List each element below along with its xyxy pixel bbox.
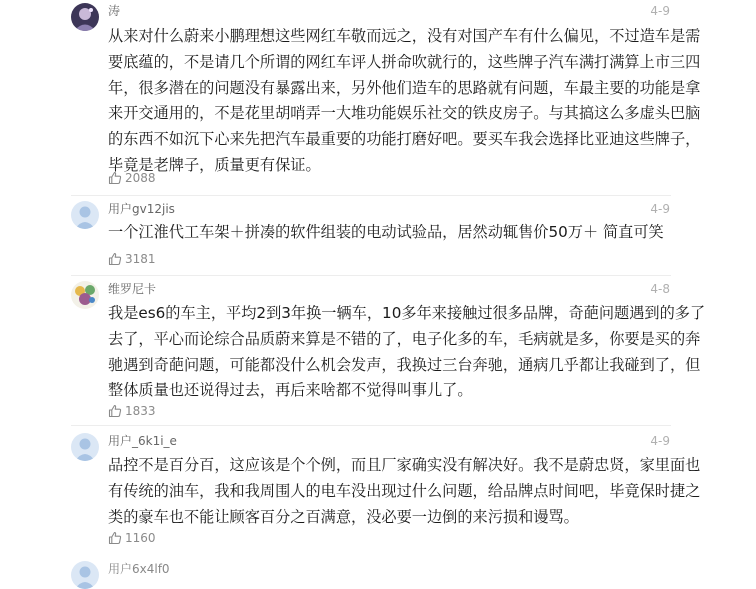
default-user-avatar-icon <box>71 561 99 589</box>
default-user-avatar-icon <box>71 201 99 229</box>
comment-line: 的东西不如沉下心来先把汽车最重要的功能打磨好吧。要买车我会选择比亚迪这些牌子， <box>108 130 701 149</box>
comment-line: 去了，平心而论综合品质蔚来算是不错的了，电子化多的车，毛病就是多，你要是买的奔 <box>108 329 701 348</box>
comment-line: 年，很多潜在的问题没有暴露出来，另外他们造车的思路就有问题，车最主要的功能是拿 <box>108 78 701 97</box>
username[interactable]: 用户gv12jis <box>108 202 175 216</box>
comment-line: 类的豪车也不能让顾客百分之百满意，没必要一边倒的来污损和谩骂。 <box>108 507 579 526</box>
user-avatar-image <box>71 281 99 309</box>
comment-line: 要底蕴的，不是请几个所谓的网红车评人拼命吹就行的，这些牌子汽车满打满算上市三四 <box>108 52 701 71</box>
comment-line: 有传统的油车，我和我周围人的电车没出现过什么问题，给品牌点时间吧，毕竟保时捷之 <box>108 481 701 500</box>
comment-text <box>108 453 701 530</box>
comment-line: 从来对什么蔚来小鹏理想这些网红车敬而远之，没有对国产车有什么偏见，不过造车是需 <box>108 27 701 45</box>
comment-line: 一个江淮代工车架＋拼凑的软件组装的电动试验品，居然动辄售价50万＋ 简直可笑 <box>108 223 664 241</box>
like-button[interactable] <box>108 403 156 419</box>
like-count: 2088 <box>125 171 156 185</box>
username[interactable]: 用户6x4lf0 <box>108 562 170 576</box>
thumbs-up-icon <box>108 252 122 266</box>
divider <box>71 275 671 276</box>
avatar[interactable] <box>71 201 99 229</box>
comment-date: 4-9 <box>650 4 670 18</box>
avatar[interactable] <box>71 281 99 309</box>
comment-line: 品控不是百分百，这应该是个个例，而且厂家确实没有解决好。我不是蔚忠贤，家里面也 <box>108 456 701 474</box>
username[interactable]: 维罗尼卡 <box>108 282 157 296</box>
comment-text <box>108 220 668 246</box>
like-button[interactable] <box>108 251 156 267</box>
comment-line: 我是es6的车主，平均2到3年换一辆车，10多年来接触过很多品牌，奇葩问题遇到的多了 <box>108 304 706 322</box>
like-button[interactable] <box>108 530 156 546</box>
default-user-avatar-icon <box>71 433 99 461</box>
avatar[interactable] <box>71 433 99 461</box>
like-button[interactable] <box>108 170 156 186</box>
comment-text <box>108 301 706 404</box>
like-count: 3181 <box>125 252 156 266</box>
username[interactable]: 涛 <box>108 4 121 18</box>
comment-line: 毕竟是老牌子，质量更有保证。 <box>108 155 321 174</box>
thumbs-up-icon <box>108 531 122 545</box>
like-count: 1160 <box>125 531 156 545</box>
user-avatar-image <box>71 3 99 31</box>
comment-line: 驰遇到奇葩问题，可能都没什么机会发声，我换过三台奔驰，通病几乎都让我碰到了，但 <box>108 355 701 374</box>
comment-line: 来开交通用的，不是花里胡哨弄一大堆功能娱乐社交的铁皮房子。与其搞这么多虚头巴脑 <box>108 104 701 123</box>
divider <box>71 195 671 196</box>
thumbs-up-icon <box>108 171 122 185</box>
thumbs-up-icon <box>108 404 122 418</box>
comment-line: 整体质量也还说得过去，再后来啥都不觉得叫事儿了。 <box>108 381 473 400</box>
divider <box>71 425 671 426</box>
like-count: 1833 <box>125 404 156 418</box>
avatar[interactable] <box>71 561 99 589</box>
comment-date: 4-9 <box>650 434 670 448</box>
comment-text <box>108 24 701 179</box>
avatar[interactable] <box>71 3 99 31</box>
comment-date: 4-8 <box>650 282 670 296</box>
comment-date: 4-9 <box>650 202 670 216</box>
username[interactable]: 用户_6k1i_e <box>108 434 177 448</box>
